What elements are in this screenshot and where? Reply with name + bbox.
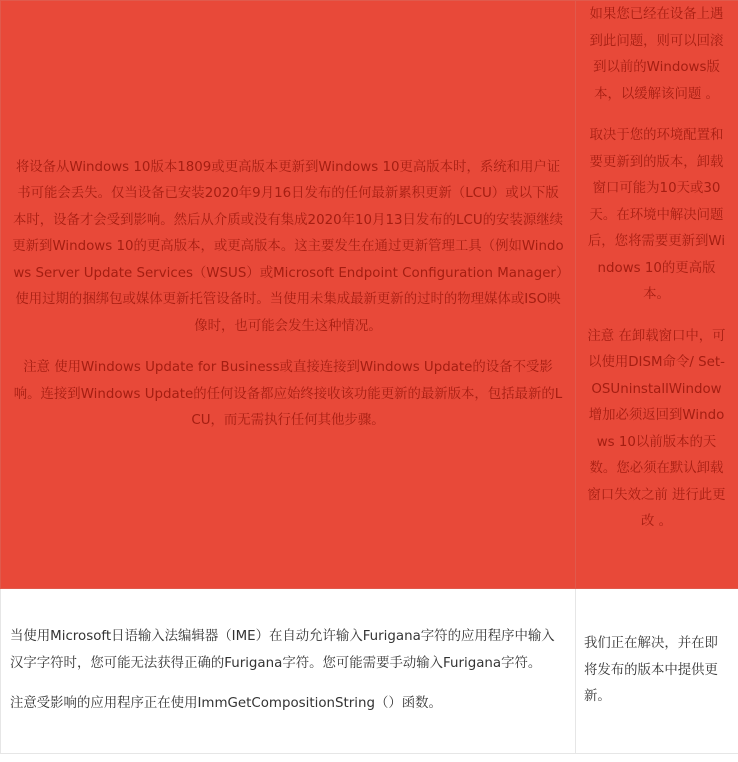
issue-description-cell [1,589,576,754]
status-rollback-paragraph: 如果您已经在设备上遇到此问题，则可以回滚到以前的Windows版本，以缓解该问题 。 [589,7,724,102]
status-uninstall-window-paragraph: 取决于您的环境配置和要更新到的版本，卸载窗口可能为10天或30天。在环境中解决问题后，您将需要更新到Windows 10的更高版本。 [587,128,726,302]
issue-description-cell [1,1,576,589]
status-paragraph: 我们正在解决，并在即将发布的版本中提供更新。 [584,636,718,705]
table-row-ime-furigana [1,589,738,754]
issue-description-paragraph: 将设备从Windows 10版本1809或更高版本更新到Windows 10更高版本时，系统和用户证书可能会丢失。仅当设备已安装2020年9月16日发布的任何最新累积更新（LCU）或以下版本时，设备才会受到影响。然后从介质或没有集成2020年10月13日发布的LCU的安装源继续更新到Windows 10的更高版本，或更高版本。这主要发生在通过更新管理工具（例如Windows Server Update Services（WSUS）或Microsoft Endpoint Configuration Manager）使用过期的捆绑包或媒体更新托管设备时。当使用未集成最新更新的过时的物理媒体或ISO映像时，也可能会发生这种情况。 [12,159,564,334]
issue-description-paragraph: 当使用Microsoft日语输入法编辑器（IME）在自动允许输入Furigana字符的应用程序中输入汉字字符时，您可能无法获得正确的Furigana字符。您可能需要手动输入Furigana字符。 [10,629,555,671]
table-row-certificate-loss [1,1,738,589]
issue-status-cell [576,589,738,754]
issue-note-paragraph: 注意 使用Windows Update for Business或直接连接到Windows Update的设备不受影响。连接到Windows Update的任何设备都应始终接收该功能更新的最新版本，包括最新的LCU，而无需执行任何其他步骤。 [13,360,563,428]
status-note-paragraph: 注意 在卸载窗口中，可以使用DISM命令/ Set-OSUninstallWindow增加必须返回到Windows 10以前版本的天数。您必须在默认卸载窗口失效之前 进行此更改 。 [587,328,726,529]
issue-note-paragraph: 注意受影响的应用程序正在使用ImmGetCompositionString（）函数。 [10,696,442,712]
issue-status-cell [576,1,738,589]
